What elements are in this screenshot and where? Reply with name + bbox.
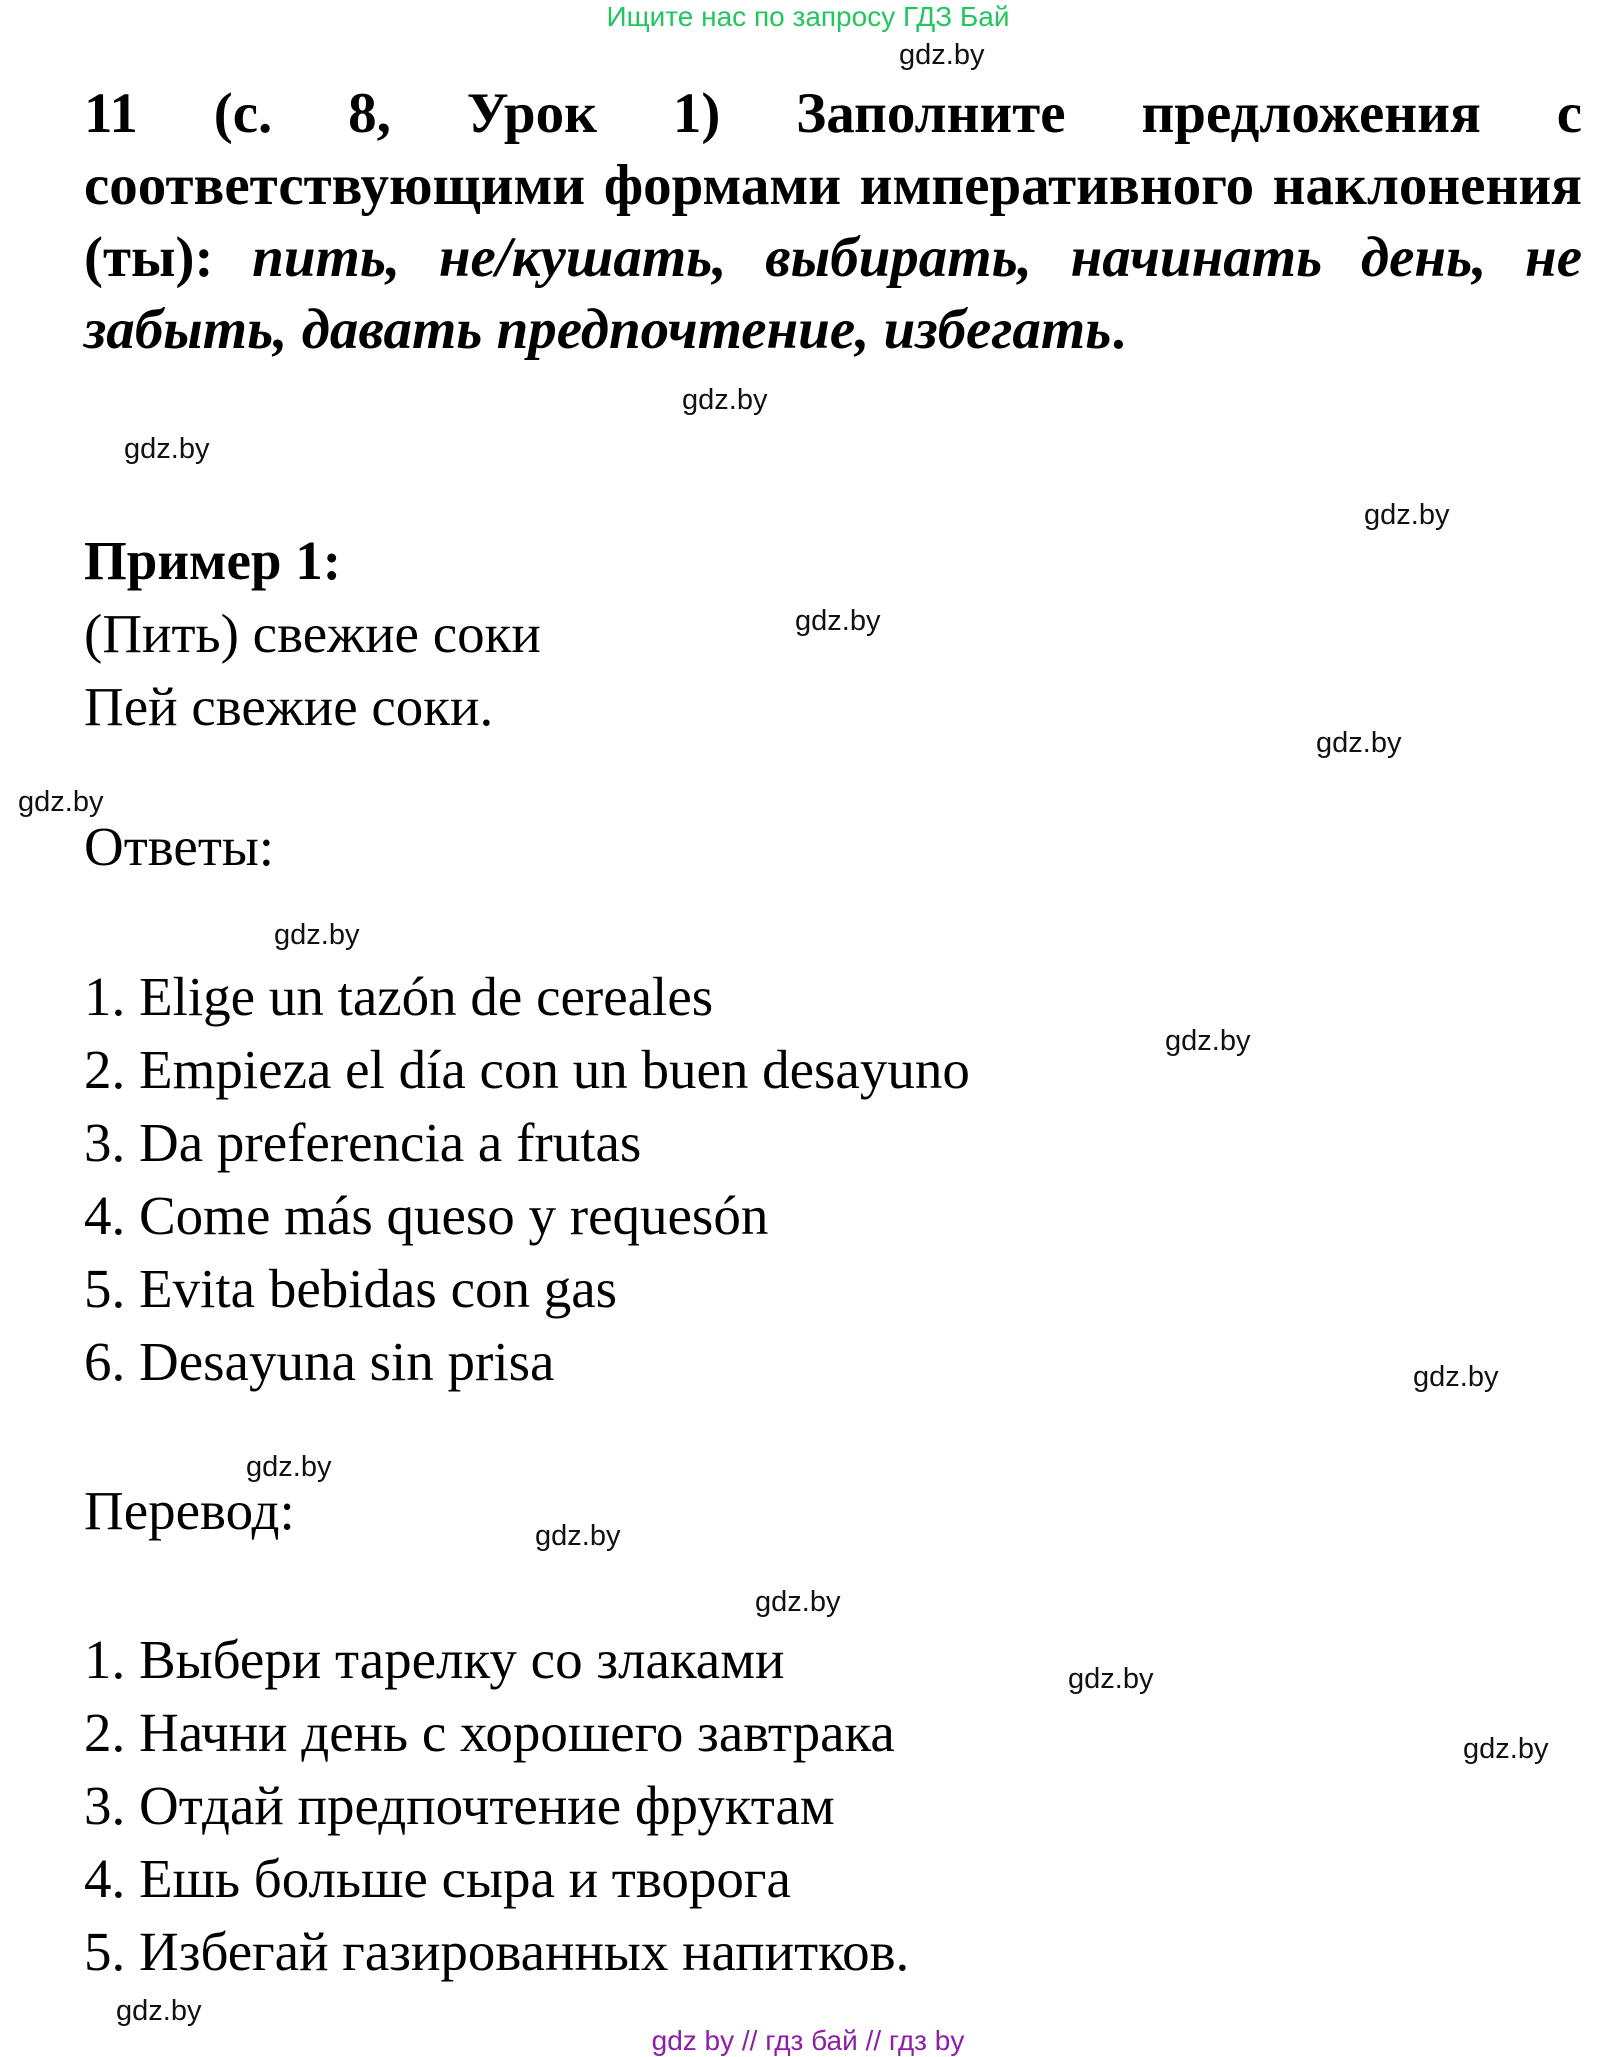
answers-heading: Ответы: [84, 816, 275, 877]
example-section [84, 524, 541, 743]
watermark: gdz.by [1165, 1025, 1251, 1057]
answer-item: 5. Evita bebidas con gas [84, 1258, 618, 1319]
answer-item: 3. Da preferencia a frutas [84, 1112, 642, 1173]
example-line: Пей свежие соки. [84, 676, 494, 737]
watermark: gdz.by [1413, 1361, 1499, 1393]
task-prefix: 11 (с. 8, Урок 1) Заполните предложения с соответствующими формами императивного наклонения (ты): [84, 82, 1582, 289]
watermark: gdz.by [1316, 727, 1402, 759]
translation-item: 4. Ешь больше сыра и творога [84, 1848, 791, 1909]
task-end: . [1111, 298, 1126, 361]
answer-item: 2. Empieza el día con un buen desayuno [84, 1039, 970, 1100]
watermark: gdz.by [899, 39, 985, 71]
translation-item: 1. Выбери тарелку со злаками [84, 1629, 785, 1690]
answers-list [84, 960, 970, 1398]
watermark: gdz.by [682, 384, 768, 416]
answer-item: 6. Desayuna sin prisa [84, 1331, 555, 1392]
watermark: gdz.by [124, 433, 210, 465]
watermark: gdz.by [274, 919, 360, 951]
top-banner: Ищите нас по запросу ГДЗ Бай [606, 1, 1010, 32]
translation-item: 3. Отдай предпочтение фруктам [84, 1775, 835, 1836]
watermark: gdz.by [755, 1586, 841, 1618]
watermark: gdz.by [1068, 1663, 1154, 1695]
example-line: (Пить) свежие соки [84, 603, 541, 664]
task-statement [84, 78, 1582, 366]
watermark: gdz.by [116, 1995, 202, 2027]
watermark: gdz.by [535, 1520, 621, 1552]
translation-list [84, 1623, 909, 1988]
watermark: gdz.by [1463, 1733, 1549, 1765]
watermark: gdz.by [1364, 499, 1450, 531]
example-heading: Пример 1: [84, 530, 342, 591]
translation-item: 5. Избегай газированных напитков. [84, 1921, 910, 1982]
answer-item: 1. Elige un tazón de cereales [84, 966, 714, 1027]
translation-item: 2. Начни день с хорошего завтрака [84, 1702, 895, 1763]
answer-item: 4. Come más queso y requesón [84, 1185, 769, 1246]
watermark: gdz.by [18, 786, 104, 818]
watermark: gdz.by [246, 1451, 332, 1483]
translation-heading: Перевод: [84, 1480, 295, 1541]
task-words: пить, не/кушать, выбирать, начинать день, не забыть, давать предпочтение, избегать [84, 226, 1583, 361]
footer-links: gdz by // гдз бай // гдз by [651, 2025, 965, 2056]
watermark: gdz.by [795, 605, 881, 637]
